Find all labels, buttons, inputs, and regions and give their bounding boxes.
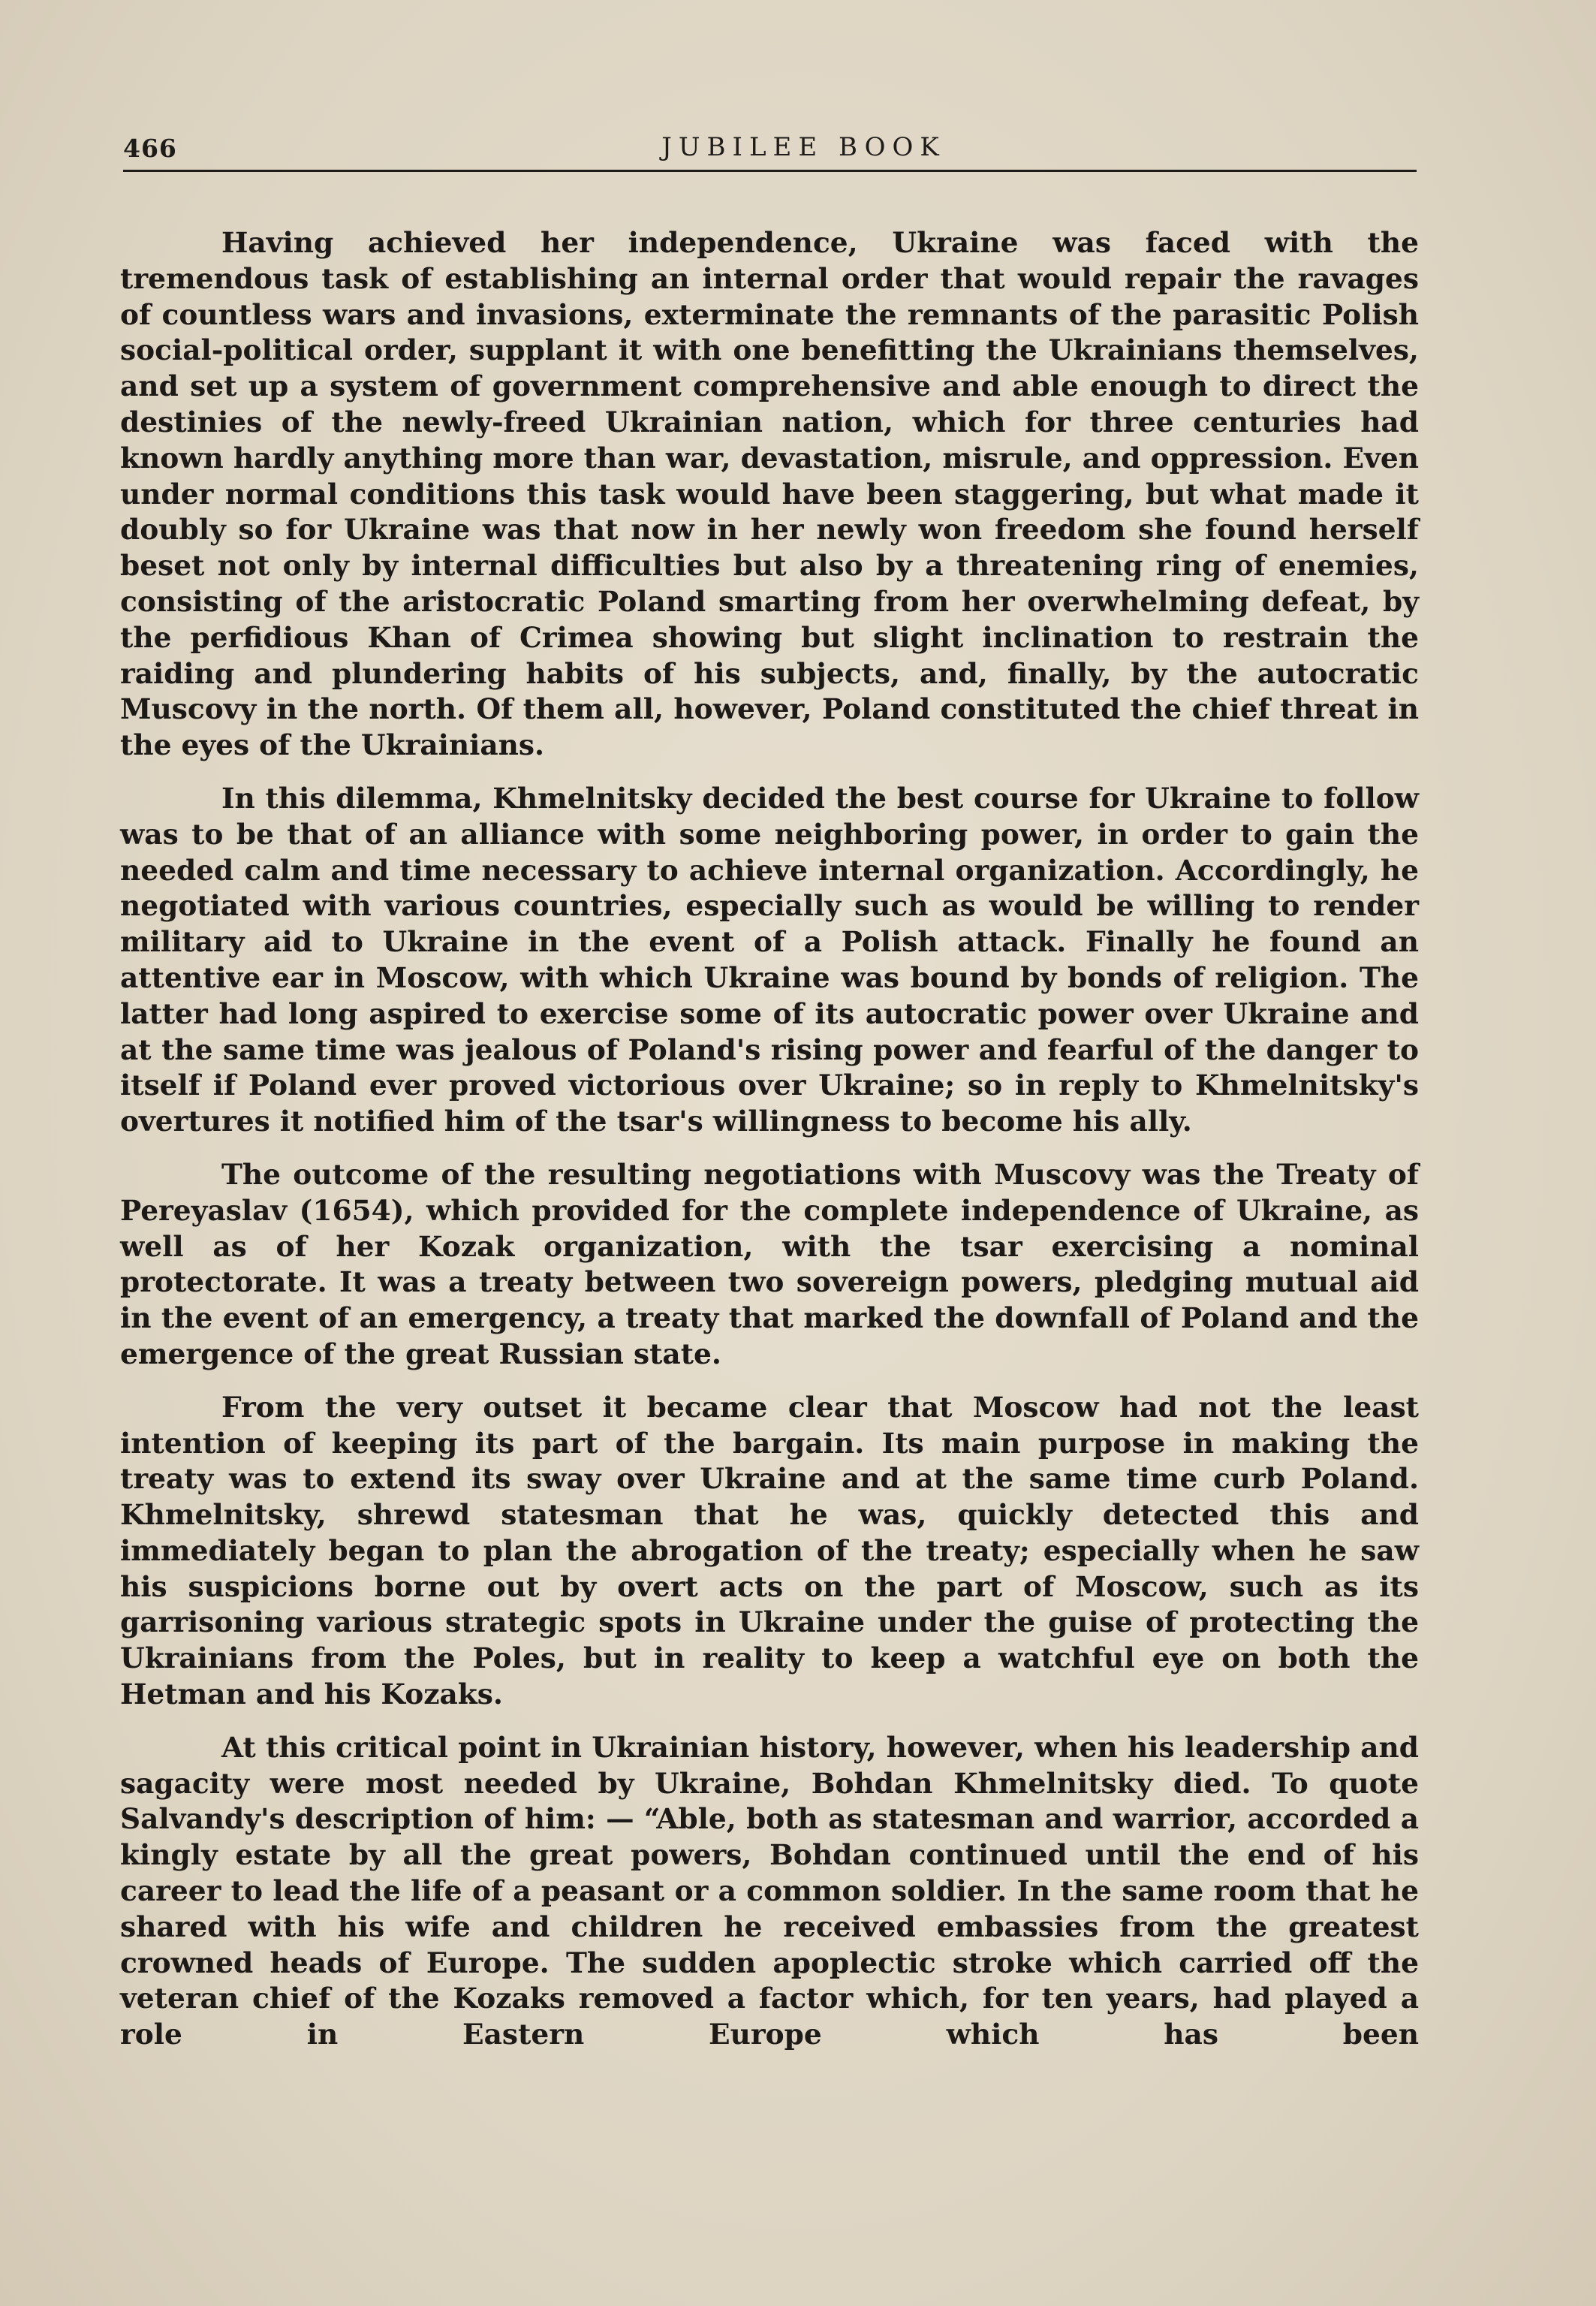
paragraph-treaty-pereyaslav: The outcome of the resulting negotiations with Muscovy was the Treaty of Pereyaslav (1654), which provided for the complete independence of Ukraine, as well as of her Kozak organization, with the tsar exercising a nominal protectorate. It was a treaty between two sovereign powers, pledging mutual aid in the event of an emergency, a treaty that marked the downfall of Poland and the emergence of the great Russian state.: [120, 1157, 1419, 1370]
header-rule: [123, 170, 1417, 172]
running-head: JUBILEE BOOK: [661, 132, 946, 162]
paragraph-dilemma: In this dilemma, Khmelnitsky decided the best course for Ukraine to follow was to be that of an alliance with some neighboring power, in order to gain the needed calm and time necessary to achieve internal organization. Accordingly, he negotiated with various countries, especially such as would be willing to render military aid to Ukraine in the event of a Polish attack. Finally he found an attentive ear in Moscow, with which Ukraine was bound by bonds of religion. The latter had long aspired to exercise some of its autocratic power over Ukraine and at the same time was jealous of Poland's rising power and fearful of the danger to itself if Poland ever proved victorious over Ukraine; so in reply to Khmelnitsky's overtures it notified him of the tsar's willingness to become his ally.: [120, 781, 1419, 1138]
paragraph-khmelnitsky-death: At this critical point in Ukrainian history, however, when his leadership and sagacity were most needed by Ukraine, Bohdan Khmelnitsky died. To quote Salvandy's description of him: — “Able, both as statesman and warrior, accorded a kingly estate by all the great powers, Bohdan continued until the end of his career to lead the life of a peasant or a common soldier. In the same room that he shared with his wife and children he received embassies from the greatest crowned heads of Europe. The sudden apoplectic stroke which carried off the veteran chief of the Kozaks removed a factor which, for ten years, had played a role in Eastern Europe which has been: [120, 1730, 1419, 2051]
body-text: [120, 225, 1419, 2053]
page-number: 466: [123, 134, 177, 163]
paragraph-independence: Having achieved her independence, Ukraine was faced with the tremendous task of establishing an internal order that would repair the ravages of countless wars and invasions, exterminate the remnants of the parasitic Polish social-political order, supplant it with one benefitting the Ukrainians themselves, and set up a system of government comprehensive and able enough to direct the destinies of the newly-freed Ukrainian nation, which for three centuries had known hardly anything more than war, devastation, misrule, and oppression. Even under normal conditions this task would have been staggering, but what made it doubly so for Ukraine was that now in her newly won freedom she found herself beset not only by internal difficulties but also by a threatening ring of enemies, consisting of the aristocratic Poland smarting from her overwhelming defeat, by the perfidious Khan of Crimea showing but slight inclination to restrain the raiding and plundering habits of his subjects, and, finally, by the autocratic Muscovy in the north. Of them all, however, Poland constituted the chief threat in the eyes of the Ukrainians.: [120, 226, 1419, 762]
paragraph-moscow-intentions: From the very outset it became clear that Moscow had not the least intention of keeping its part of the bargain. Its main purpose in making the treaty was to extend its sway over Ukraine and at the same time curb Poland. Khmelnitsky, shrewd statesman that he was, quickly detected this and immediately began to plan the abrogation of the treaty; especially when he saw his suspicions borne out by overt acts on the part of Moscow, such as its garrisoning various strategic spots in Ukraine under the guise of protecting the Ukrainians from the Poles, but in reality to keep a watchful eye on both the Hetman and his Kozaks.: [120, 1390, 1419, 1711]
page-header: [123, 128, 1417, 173]
